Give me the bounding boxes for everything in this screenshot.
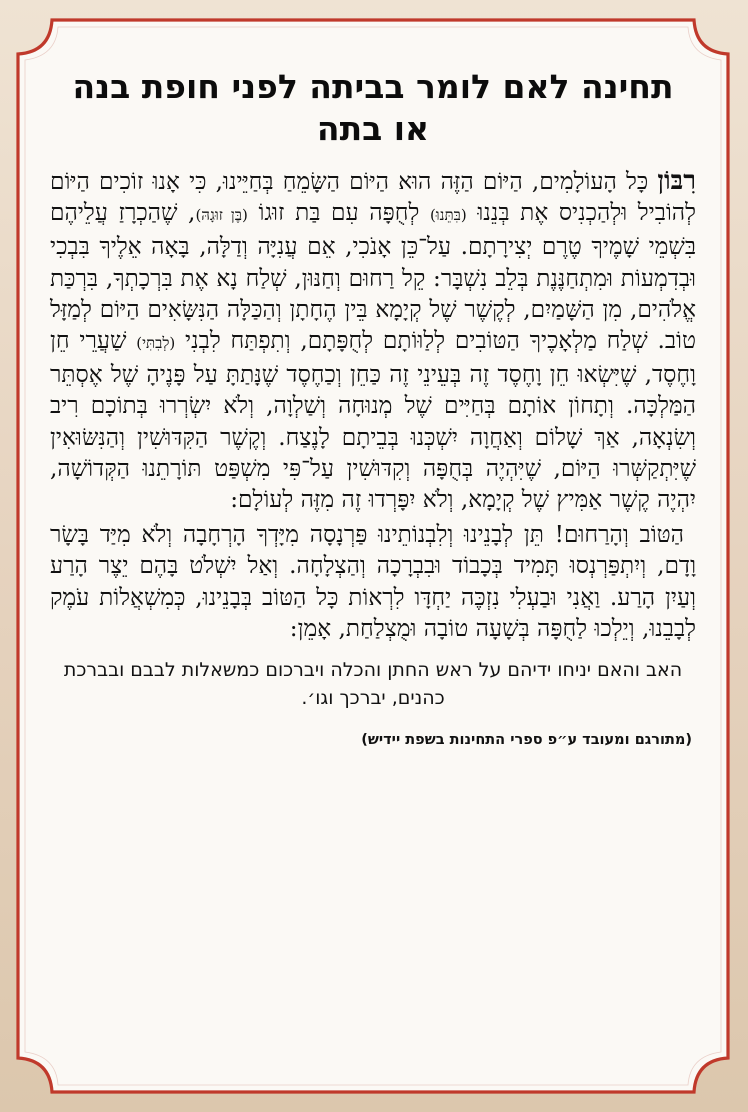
lead-word: רִבּוֹן	[657, 166, 696, 196]
paragraph-1-text-d: שַׁעֲרֵי חֵן וָחֶסֶד, שֶׁיִּשְׂאוּ חֵן וָחֶסֶד זֶה בְּעֵינֵי זֶה כַּחֵן וְכַחֶסֶד שֶׁנָּתַתָּ עַל פָּנֶיהָ שֶׁל אֶסְתֵּר הַמַּלְכָּה. וְתָחוֹן אוֹתָם בְּחַיִּים שֶׁל מְנוּחָה וְשַׁלְוָה, וְלֹא יִשְׂרְרוּ בְּתוֹכָם רִיב וְשִׂנְאָה, אַךְ שָׁלוֹם וְאַחֲוָה יִשְׁכְּנוּ בְּבֵיתָם לָנֶצַח. וְקֶשֶׁר הַקִּדּוּשִׁין וְהַנִּשּׂוּאִין שֶׁיִּתְקַשְּׁרוּ הַיּוֹם, שֶׁיִּהְיֶה בְּחֻפָּה וְקִדּוּשִׁין עַל־פִּי מִשְׁפַּט תּוֹרָתֵנוּ הַקְּדוֹשָׁה, יִהְיֶה קֶשֶׁר אַמִּיץ שֶׁל קְיָמָא, וְלֹא יִפָּרְדוּ זֶה מִזֶּה לְעוֹלָם:	[50, 327, 696, 514]
prayer-title: תחינה לאם לומר בביתה לפני חופת בנה או בתה	[72, 67, 674, 148]
parenthetical-groom: (בֶּן זוּגָהּ)	[195, 206, 248, 225]
paragraph-1-text-a: כָּל הָעוֹלָמִים, הַיּוֹם הַזֶּה הוּא הַיּוֹם הַשָּׂמֵחַ בְּחַיֵּינוּ, כִּי אָנוּ זוֹכִים הַיּוֹם לְהוֹבִיל וּלְהַכְנִיס אֶת בְּנֵנוּ	[50, 168, 696, 227]
prayer-content	[50, 66, 696, 1076]
prayer-card	[12, 14, 734, 1098]
parenthetical-my-daughter: (לְבִתִּי)	[136, 334, 176, 353]
source-note: (מתורגם ומעובד ע״פ ספרי התחינות בשפת יידיש)	[361, 732, 692, 749]
paragraph-1-text-c: , שֶׁהַכְרָזַ עֲלֵיהֶם בִּשְׁמֵי שָׁמֶיךָ טֶרֶם יְצִירָתָם. עַל־כֵּן אָנֹכִי, אֵם עֲנִיָּה וְדַלָּה, בָּאָה אֵלֶיךָ בִּבְכִי וּבְדִמְעוֹת וּמִתְחַנֶּנֶת בְּלֵב נִשְׁבָּר: קֵל רַחוּם וְחַנּוּן, שְׁלַח נָא אֶת בִּרְכָתְךָ, בִּרְכַּת אֱלֹהִים, מִן הַשָּׁמַיִם, לְקֶשֶׁר שֶׁל קְיָמָא בֵּין הֶחָתָן וְהַכַּלָּה הַנִּשָּׂאִים הַיּוֹם לְמַזָּל טוֹב. שְׁלַח מַלְאָכֶיךָ הַטּוֹבִים לְלַוּוֹתָם לְחֻפָּתָם, וְתִפְתַּח לִבְנִי	[50, 199, 696, 355]
prayer-paragraph-2: הַטּוֹב וְהָרַחוּם! תֵּן לְבָנֵינוּ וְלִבְנוֹתֵינוּ פַּרְנָסָה מִיָּדְךָ הָרְחָבָה וְלֹא מִיַּד בָּשָׂר וָדָם, וְיִתְפַּרְנְסוּ תָּמִיד בְּכָבוֹד וּבִבְרָכָה וְהַצְלָחָה. וְאַל יִשְׁלֹט בָּהֶם יֵצֶר הָרַע וְעַיִן הָרַע. וַאֲנִי וּבַעְלִי נִזְכֶּה יַחְדָּו לִרְאוֹת כָּל הַטּוֹב בְּבָנֵינוּ, כְּמִשְׁאֲלוֹת עֹמֶק לְבָבֵנוּ, וְיֵלְכוּ לַחֻפָּה בְּשָׁעָה טוֹבָה וּמֻצְלַחַת, אָמֵן:	[50, 521, 696, 642]
closing-instruction: האב והאם יניחו ידיהם על ראש החתן והכלה ויברכום כמשאלות לבבם ובברכת כהנים, יברכך וגו׳.	[63, 659, 683, 710]
parenthetical-daughter: (בִּתֵּנוּ)	[429, 206, 467, 225]
paragraph-1-text-b: לְחֻפָּה עִם בַּת זוּגוֹ	[247, 199, 430, 227]
prayer-paragraph-1	[50, 166, 696, 515]
